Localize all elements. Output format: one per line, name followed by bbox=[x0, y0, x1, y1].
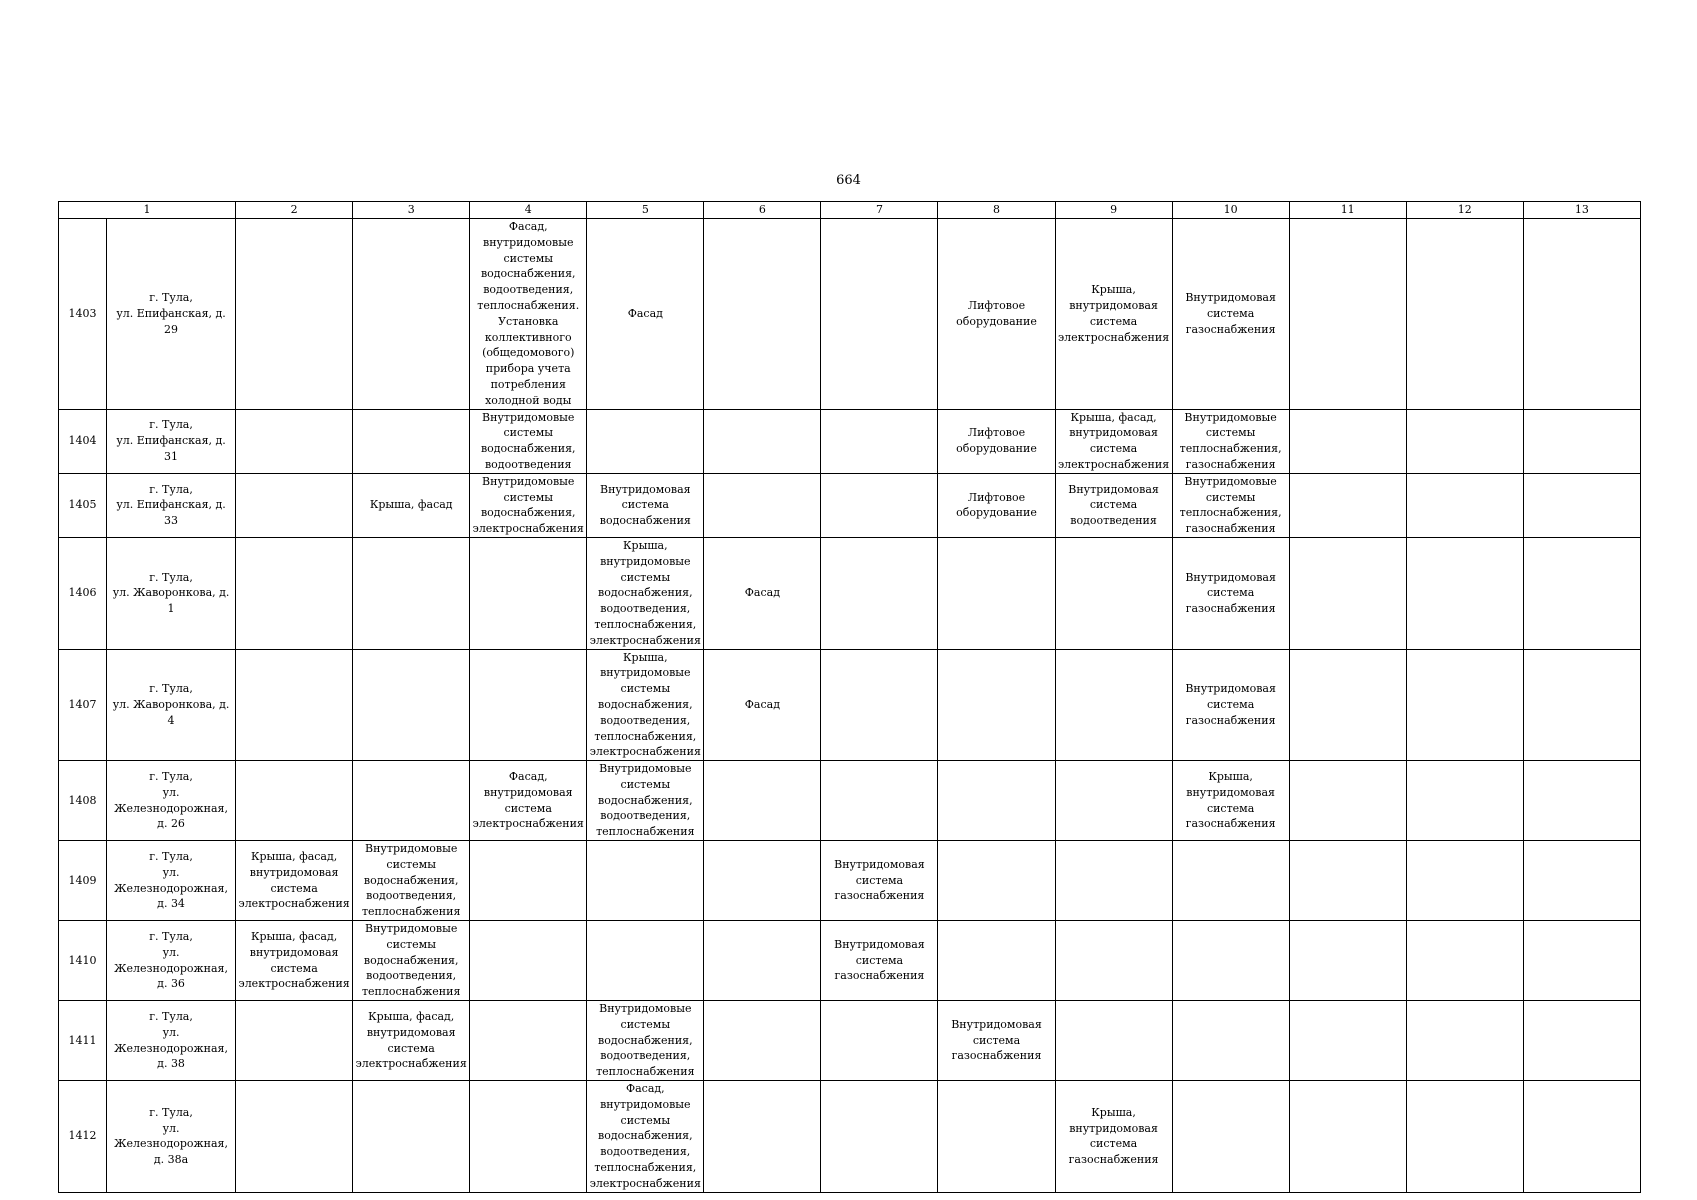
address-cell: г. Тула, ул. Жаворонкова, д. 1 bbox=[107, 537, 236, 649]
column-header: 4 bbox=[470, 202, 587, 219]
column-header: 12 bbox=[1406, 202, 1523, 219]
work-cell-col-8: Лифтовое оборудование bbox=[938, 473, 1055, 537]
work-cell-col-13 bbox=[1523, 473, 1640, 537]
work-cell-col-12 bbox=[1406, 219, 1523, 410]
table-row bbox=[59, 761, 1641, 841]
table-row bbox=[59, 219, 1641, 410]
work-cell-col-13 bbox=[1523, 921, 1640, 1001]
work-cell-col-9: Крыша, внутридомовая система газоснабжения bbox=[1055, 1081, 1172, 1193]
address-cell: г. Тула, ул. Железнодорожная, д. 26 bbox=[107, 761, 236, 841]
work-cell-col-8 bbox=[938, 761, 1055, 841]
row-number-cell: 1403 bbox=[59, 219, 107, 410]
table-row bbox=[59, 473, 1641, 537]
work-cell-col-12 bbox=[1406, 473, 1523, 537]
work-cell-col-10: Крыша, внутридомовая система газоснабжения bbox=[1172, 761, 1289, 841]
table-row bbox=[59, 1001, 1641, 1081]
work-cell-col-12 bbox=[1406, 921, 1523, 1001]
work-cell-col-3 bbox=[353, 761, 470, 841]
work-cell-col-2 bbox=[236, 649, 353, 761]
column-header: 1 bbox=[59, 202, 236, 219]
work-cell-col-9 bbox=[1055, 1001, 1172, 1081]
work-cell-col-6: Фасад bbox=[704, 537, 821, 649]
work-cell-col-2 bbox=[236, 409, 353, 473]
column-header: 13 bbox=[1523, 202, 1640, 219]
work-cell-col-13 bbox=[1523, 409, 1640, 473]
work-cell-col-3 bbox=[353, 537, 470, 649]
work-cell-col-10 bbox=[1172, 1081, 1289, 1193]
work-cell-col-10 bbox=[1172, 841, 1289, 921]
work-cell-col-11 bbox=[1289, 761, 1406, 841]
work-cell-col-6 bbox=[704, 1081, 821, 1193]
address-cell: г. Тула, ул. Железнодорожная, д. 38 bbox=[107, 1001, 236, 1081]
work-cell-col-3: Крыша, фасад, внутридомовая система электроснабжения bbox=[353, 1001, 470, 1081]
work-cell-col-3 bbox=[353, 649, 470, 761]
table-row bbox=[59, 921, 1641, 1001]
row-number-cell: 1404 bbox=[59, 409, 107, 473]
work-cell-col-13 bbox=[1523, 1081, 1640, 1193]
work-cell-col-12 bbox=[1406, 537, 1523, 649]
work-cell-col-8 bbox=[938, 841, 1055, 921]
work-cell-col-7 bbox=[821, 1081, 938, 1193]
work-cell-col-11 bbox=[1289, 921, 1406, 1001]
work-cell-col-2 bbox=[236, 1081, 353, 1193]
work-cell-col-12 bbox=[1406, 409, 1523, 473]
column-header: 5 bbox=[587, 202, 704, 219]
work-cell-col-4 bbox=[470, 537, 587, 649]
work-cell-col-9: Крыша, внутридомовая система электроснабжения bbox=[1055, 219, 1172, 410]
work-cell-col-2: Крыша, фасад, внутридомовая система электроснабжения bbox=[236, 921, 353, 1001]
row-number-cell: 1408 bbox=[59, 761, 107, 841]
work-cell-col-7 bbox=[821, 409, 938, 473]
work-cell-col-9 bbox=[1055, 537, 1172, 649]
work-cell-col-9: Крыша, фасад, внутридомовая система электроснабжения bbox=[1055, 409, 1172, 473]
work-cell-col-7 bbox=[821, 537, 938, 649]
work-cell-col-2 bbox=[236, 537, 353, 649]
work-cell-col-10: Внутридомовая система газоснабжения bbox=[1172, 219, 1289, 410]
work-cell-col-8 bbox=[938, 537, 1055, 649]
work-cell-col-12 bbox=[1406, 649, 1523, 761]
page-number: 664 bbox=[836, 173, 861, 188]
work-cell-col-5 bbox=[587, 921, 704, 1001]
work-cell-col-8: Лифтовое оборудование bbox=[938, 219, 1055, 410]
table-row bbox=[59, 649, 1641, 761]
work-cell-col-11 bbox=[1289, 409, 1406, 473]
work-cell-col-9 bbox=[1055, 841, 1172, 921]
work-cell-col-5: Крыша, внутридомовые системы водоснабжения, водоотведения, теплоснабжения, электроснабжения bbox=[587, 537, 704, 649]
work-cell-col-13 bbox=[1523, 219, 1640, 410]
work-cell-col-2 bbox=[236, 761, 353, 841]
column-header: 2 bbox=[236, 202, 353, 219]
work-cell-col-2 bbox=[236, 473, 353, 537]
work-cell-col-11 bbox=[1289, 841, 1406, 921]
work-cell-col-3 bbox=[353, 1081, 470, 1193]
work-cell-col-7 bbox=[821, 649, 938, 761]
work-cell-col-5: Крыша, внутридомовые системы водоснабжения, водоотведения, теплоснабжения, электроснабжения bbox=[587, 649, 704, 761]
column-header: 8 bbox=[938, 202, 1055, 219]
work-cell-col-2: Крыша, фасад, внутридомовая система электроснабжения bbox=[236, 841, 353, 921]
address-cell: г. Тула, ул. Епифанская, д. 31 bbox=[107, 409, 236, 473]
work-cell-col-5 bbox=[587, 841, 704, 921]
address-cell: г. Тула, ул. Железнодорожная, д. 38а bbox=[107, 1081, 236, 1193]
work-cell-col-6 bbox=[704, 921, 821, 1001]
work-cell-col-6 bbox=[704, 841, 821, 921]
work-cell-col-6 bbox=[704, 473, 821, 537]
work-cell-col-7 bbox=[821, 761, 938, 841]
work-cell-col-12 bbox=[1406, 1001, 1523, 1081]
work-cell-col-11 bbox=[1289, 473, 1406, 537]
work-cell-col-4 bbox=[470, 1081, 587, 1193]
work-cell-col-9 bbox=[1055, 649, 1172, 761]
work-cell-col-3: Крыша, фасад bbox=[353, 473, 470, 537]
work-cell-col-5: Внутридомовые системы водоснабжения, водоотведения, теплоснабжения bbox=[587, 1001, 704, 1081]
work-cell-col-13 bbox=[1523, 537, 1640, 649]
work-cell-col-6 bbox=[704, 409, 821, 473]
work-cell-col-5: Фасад bbox=[587, 219, 704, 410]
work-cell-col-7 bbox=[821, 219, 938, 410]
work-cell-col-4: Фасад, внутридомовые системы водоснабжения, водоотведения, теплоснабжения. Установка коллективного (общедомового) прибора учета потребления холодной воды bbox=[470, 219, 587, 410]
repair-schedule-table bbox=[58, 201, 1641, 1193]
address-cell: г. Тула, ул. Жаворонкова, д. 4 bbox=[107, 649, 236, 761]
work-cell-col-12 bbox=[1406, 841, 1523, 921]
row-number-cell: 1410 bbox=[59, 921, 107, 1001]
work-cell-col-5: Внутридомовые системы водоснабжения, водоотведения, теплоснабжения bbox=[587, 761, 704, 841]
work-cell-col-13 bbox=[1523, 1001, 1640, 1081]
row-number-cell: 1407 bbox=[59, 649, 107, 761]
table-header bbox=[59, 202, 1641, 219]
work-cell-col-4: Внутридомовые системы водоснабжения, электроснабжения bbox=[470, 473, 587, 537]
work-cell-col-8 bbox=[938, 1081, 1055, 1193]
work-cell-col-10 bbox=[1172, 1001, 1289, 1081]
row-number-cell: 1412 bbox=[59, 1081, 107, 1193]
work-cell-col-11 bbox=[1289, 1081, 1406, 1193]
work-cell-col-4 bbox=[470, 649, 587, 761]
work-cell-col-7: Внутридомовая система газоснабжения bbox=[821, 921, 938, 1001]
work-cell-col-3 bbox=[353, 219, 470, 410]
work-cell-col-2 bbox=[236, 1001, 353, 1081]
column-header: 7 bbox=[821, 202, 938, 219]
column-header: 11 bbox=[1289, 202, 1406, 219]
column-header: 3 bbox=[353, 202, 470, 219]
work-cell-col-5: Внутридомовая система водоснабжения bbox=[587, 473, 704, 537]
row-number-cell: 1411 bbox=[59, 1001, 107, 1081]
work-cell-col-4 bbox=[470, 921, 587, 1001]
column-header: 10 bbox=[1172, 202, 1289, 219]
table-row bbox=[59, 841, 1641, 921]
work-cell-col-10 bbox=[1172, 921, 1289, 1001]
work-cell-col-8 bbox=[938, 921, 1055, 1001]
work-cell-col-6 bbox=[704, 1001, 821, 1081]
work-cell-col-5 bbox=[587, 409, 704, 473]
column-header: 9 bbox=[1055, 202, 1172, 219]
work-cell-col-9: Внутридомовая система водоотведения bbox=[1055, 473, 1172, 537]
work-cell-col-6 bbox=[704, 219, 821, 410]
address-cell: г. Тула, ул. Епифанская, д. 29 bbox=[107, 219, 236, 410]
work-cell-col-11 bbox=[1289, 537, 1406, 649]
column-header: 6 bbox=[704, 202, 821, 219]
work-cell-col-5: Фасад, внутридомовые системы водоснабжения, водоотведения, теплоснабжения, электроснабжения bbox=[587, 1081, 704, 1193]
work-cell-col-10: Внутридомовые системы теплоснабжения, газоснабжения bbox=[1172, 473, 1289, 537]
work-cell-col-13 bbox=[1523, 649, 1640, 761]
work-cell-col-9 bbox=[1055, 761, 1172, 841]
work-cell-col-4 bbox=[470, 1001, 587, 1081]
work-cell-col-7 bbox=[821, 1001, 938, 1081]
work-cell-col-10: Внутридомовая система газоснабжения bbox=[1172, 649, 1289, 761]
work-cell-col-6: Фасад bbox=[704, 649, 821, 761]
table-row bbox=[59, 537, 1641, 649]
work-cell-col-9 bbox=[1055, 921, 1172, 1001]
work-cell-col-7 bbox=[821, 473, 938, 537]
work-cell-col-8: Лифтовое оборудование bbox=[938, 409, 1055, 473]
work-cell-col-4 bbox=[470, 841, 587, 921]
work-cell-col-10: Внутридомовая система газоснабжения bbox=[1172, 537, 1289, 649]
work-cell-col-8 bbox=[938, 649, 1055, 761]
row-number-cell: 1406 bbox=[59, 537, 107, 649]
work-cell-col-12 bbox=[1406, 1081, 1523, 1193]
work-cell-col-2 bbox=[236, 219, 353, 410]
row-number-cell: 1405 bbox=[59, 473, 107, 537]
work-cell-col-8: Внутридомовая система газоснабжения bbox=[938, 1001, 1055, 1081]
table-row bbox=[59, 409, 1641, 473]
work-cell-col-3: Внутридомовые системы водоснабжения, водоотведения, теплоснабжения bbox=[353, 921, 470, 1001]
work-cell-col-7: Внутридомовая система газоснабжения bbox=[821, 841, 938, 921]
address-cell: г. Тула, ул. Епифанская, д. 33 bbox=[107, 473, 236, 537]
column-number-row bbox=[59, 202, 1641, 219]
address-cell: г. Тула, ул. Железнодорожная, д. 34 bbox=[107, 841, 236, 921]
work-cell-col-3 bbox=[353, 409, 470, 473]
work-cell-col-11 bbox=[1289, 649, 1406, 761]
address-cell: г. Тула, ул. Железнодорожная, д. 36 bbox=[107, 921, 236, 1001]
work-cell-col-3: Внутридомовые системы водоснабжения, водоотведения, теплоснабжения bbox=[353, 841, 470, 921]
work-cell-col-4: Внутридомовые системы водоснабжения, водоотведения bbox=[470, 409, 587, 473]
table-row bbox=[59, 1081, 1641, 1193]
work-cell-col-4: Фасад, внутридомовая система электроснабжения bbox=[470, 761, 587, 841]
work-cell-col-13 bbox=[1523, 841, 1640, 921]
table-body bbox=[59, 219, 1641, 1193]
work-cell-col-10: Внутридомовые системы теплоснабжения, газоснабжения bbox=[1172, 409, 1289, 473]
work-cell-col-11 bbox=[1289, 219, 1406, 410]
work-cell-col-12 bbox=[1406, 761, 1523, 841]
work-cell-col-13 bbox=[1523, 761, 1640, 841]
work-cell-col-11 bbox=[1289, 1001, 1406, 1081]
row-number-cell: 1409 bbox=[59, 841, 107, 921]
work-cell-col-6 bbox=[704, 761, 821, 841]
